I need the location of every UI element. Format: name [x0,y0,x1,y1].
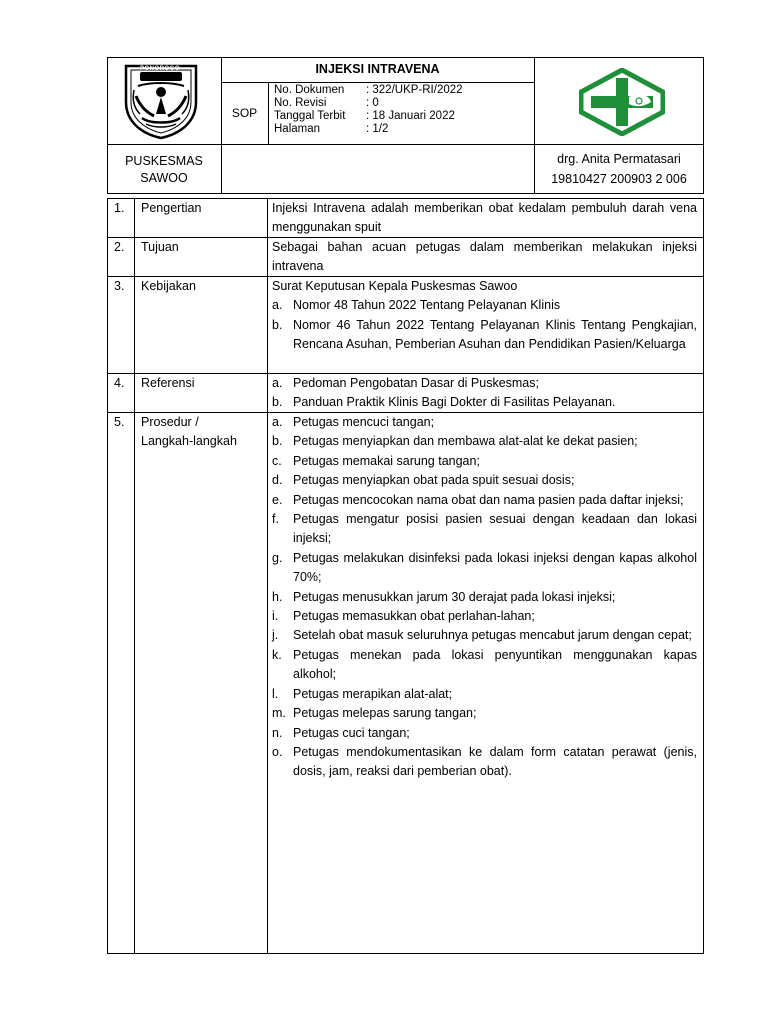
section-text-prosedur [272,413,697,782]
section-label-prosedur: Prosedur / Langkah-langkah [141,415,237,449]
section-label-tujuan: Tujuan [141,240,179,254]
header-divider [268,82,269,144]
list-item: g. Petugas melakukan disinfeksi pada lokasi injeksi dengan kapas alkohol 70%; [272,550,697,585]
list-item: f. Petugas mengatur posisi pasien sesuai dengan keadaan dan lokasi injeksi; [272,512,697,546]
section-text-pengertian: Injeksi Intravena adalah memberikan obat kedalam pembuluh darah vena menggunakan spuit [272,201,697,235]
section-label-referensi: Referensi [141,376,195,390]
document-title: INJEKSI INTRAVENA [315,62,440,76]
table-divider [134,198,135,954]
logo-text: PONOROGO [140,66,181,72]
section-label-kebijakan: Kebijakan [141,279,196,293]
puskesmas-logo [579,68,665,136]
list-item: m. Petugas melepas sarung tangan; [272,706,477,721]
list-item: a. Nomor 48 Tahun 2022 Tentang Pelayanan Klinis [272,298,561,313]
list-item: h. Petugas menusukkan jarum 30 derajat pada lokasi injeksi; [272,589,616,604]
list-item: a. Pedoman Pengobatan Dasar di Puskesmas; [272,376,539,390]
signer-nip: 19810427 200903 2 006 [551,172,687,186]
table-divider [267,198,268,954]
list-item: l. Petugas merapikan alat-alat; [272,686,453,701]
document-meta [274,84,463,136]
signer-name: drg. Anita Permatasari [557,152,681,166]
ponorogo-logo [120,62,202,140]
header-divider [221,57,222,194]
section-label-pengertian: Pengertian [141,201,202,215]
list-item: o. Petugas mendokumentasikan ke dalam form catatan perawat (jenis, dosis, jam, reaksi dari pemberian obat). [272,744,697,779]
section-number: 3. [114,279,125,293]
meta-row: No. Revisi : 0 [274,97,379,109]
list-item: c. Petugas memakai sarung tangan; [272,453,480,468]
list-item: b. Panduan Praktik Klinis Bagi Dokter di Fasilitas Pelayanan. [272,395,616,410]
list-item: e. Petugas mencocokan nama obat dan nama pasien pada daftar injeksi; [272,492,684,507]
meta-row: Halaman : 1/2 [274,123,389,135]
section-number: 5. [114,415,125,429]
meta-row: Tanggal Terbit : 18 Januari 2022 [274,110,455,122]
list-item: b. Petugas menyiapkan dan membawa alat-alat ke dekat pasien; [272,434,638,449]
section-number: 4. [114,376,125,390]
header-divider [107,144,704,145]
list-item: n. Petugas cuci tangan; [272,725,410,740]
meta-row: No. Dokumen : 322/UKP-RI/2022 [274,84,463,96]
section-text-referensi [272,374,697,413]
section-number: 2. [114,240,125,254]
kebijakan-intro: Surat Keputusan Kepala Puskesmas Sawoo [272,279,518,293]
list-item: d. Petugas menyiapkan obat pada spuit sesuai dosis; [272,473,575,488]
list-item: a. Petugas mencuci tangan; [272,415,435,429]
section-number: 1. [114,201,125,215]
section-text-tujuan: Sebagai bahan acuan petugas dalam memberikan melakukan injeksi intravena [272,240,697,274]
list-item: k. Petugas menekan pada lokasi penyuntikan menggunakan kapas alkohol; [272,647,697,682]
list-item: b. Nomor 46 Tahun 2022 Tentang Pelayanan Klinis Tentang Pengkajian, Rencana Asuhan, Pemberian Asuhan dan Pendidikan Pasien/Keluarga [272,317,697,352]
list-item: j. Setelah obat masuk seluruhnya petugas mencabut jarum dengan cepat; [272,628,692,643]
org-name: PUSKESMAS SAWOO [125,154,203,185]
list-item: i. Petugas memasukkan obat perlahan-lahan; [272,609,535,624]
sop-label: SOP [231,106,258,120]
section-text-kebijakan [272,277,697,355]
